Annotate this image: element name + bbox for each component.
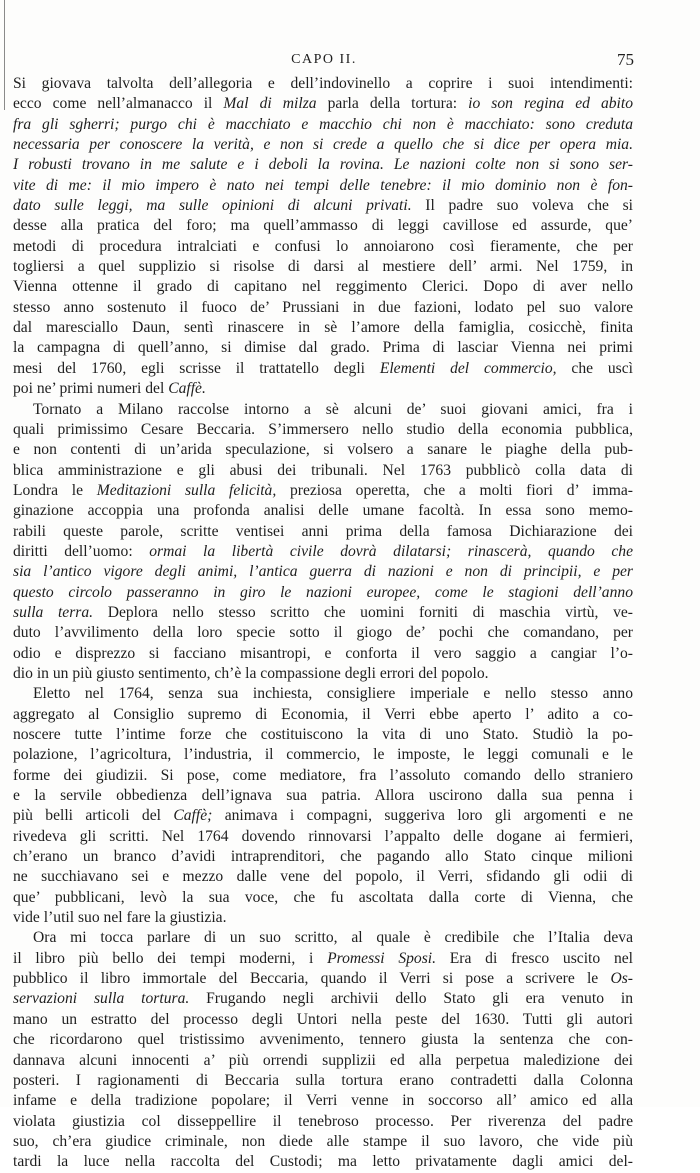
running-header — [14, 52, 634, 72]
text-line — [13, 440, 633, 460]
italic-text: Os- — [610, 970, 633, 988]
text-line — [13, 827, 633, 847]
text-line — [13, 1091, 633, 1111]
text-line — [13, 888, 633, 908]
text-line — [13, 867, 633, 887]
text-run: Frugando negli archivii dello Stato gli era venuto in — [189, 990, 633, 1008]
italic-text: Caffè; — [173, 807, 213, 825]
text-run: ch’erano un branco d’avidi intraprenditori, che pagando allo Stato cinque milioni — [13, 848, 633, 866]
text-run: Si giovava talvolta dell’allegoria e dell’indovinello a coprire i suoi intendimenti: — [13, 75, 633, 92]
text-line — [13, 94, 633, 114]
text-run: rivedeva gli scritti. Nel 1764 dovendo rinnovarsi l’appalto delle dogane ai fermieri, — [13, 827, 633, 845]
text-line — [13, 257, 633, 277]
text-run: che ricordarono quel tristissimo avvenimento, tennero giusta la sentenza che con- — [13, 1031, 633, 1049]
italic-text: Elementi del commercio, — [379, 359, 557, 377]
text-run: dal maresciallo Daun, sentì rinascere in sè l’amore della famiglia, cosicchè, finita — [13, 319, 633, 337]
text-run: dio in un più giusto sentimento, ch’è la compassione degli errori del popolo. — [13, 664, 489, 682]
text-run: tardi la luce nella raccolta del Custodi; ma letto privatamente dagli amici del- — [13, 1153, 633, 1171]
italic-text: Meditazioni sulla felicità, — [96, 481, 277, 499]
italic-text: io son regina ed abito — [468, 95, 634, 113]
body-text — [13, 74, 633, 1173]
text-run: que’ pubblicani, levò la sua voce, che fu ascoltata dalla corte di Vienna, che — [13, 888, 633, 906]
text-line — [13, 1051, 633, 1071]
text-run: preziosa operetta, che a molti fiori d’ imma- — [276, 481, 633, 499]
text-line — [13, 298, 633, 318]
italic-text: Mal di milza — [223, 95, 317, 113]
text-run: noscere tutte l’intime forze che costituiscono la vita di uno Stato. Studiò la po- — [13, 726, 633, 743]
text-run: Deplora nello stesso scritto che uomini forniti di maschia virtù, ve- — [93, 603, 633, 621]
text-run: mesi del 1760, egli scrisse il trattatello degli — [13, 359, 380, 377]
text-run: suo, ch’era giudice criminale, non diede alle stampe il suo lavoro, che vide più — [13, 1132, 633, 1150]
text-line — [13, 623, 633, 643]
text-line — [13, 1030, 633, 1050]
text-run: polazione, l’agricoltura, l’industria, il commercio, le imposte, le leggi comunali e le — [13, 746, 633, 764]
text-run: aggregato al Consiglio supremo di Economia, il Verri ebbe aperto l’ adito a co- — [13, 705, 633, 723]
text-run: pubblico il libro immortale del Beccaria, quando il Verri si pose a scrivere le — [13, 970, 611, 988]
text-line — [13, 522, 633, 542]
chapter-title: CAPO II. — [291, 52, 357, 67]
text-run: Vienna ottenne il grado di capitano nel reggimento Clerici. Dopo di aver nello — [13, 278, 633, 296]
text-line — [13, 989, 633, 1009]
text-line — [13, 603, 633, 623]
text-run: Londra le — [13, 481, 97, 499]
italic-text: necessaria per conoscere la verità, e non si crede a quello che si dice per opera mia. — [13, 136, 633, 154]
text-line — [13, 664, 633, 684]
italic-text: ormai la libertà civile dovrà dilatarsi; rinascerà, quando che — [149, 542, 633, 560]
text-run: parla della tortura: — [316, 95, 469, 113]
text-line — [13, 1112, 633, 1132]
text-line — [13, 359, 633, 379]
text-line — [13, 745, 633, 765]
text-run: Tornato a Milano raccolse intorno a sè alcuni de’ suoi giovani amici, fra i — [33, 400, 633, 418]
text-line — [13, 847, 633, 867]
text-run: posteri. I ragionamenti di Beccaria sulla tortura erano contradetti dalla Colonna — [13, 1071, 633, 1089]
text-line — [13, 338, 633, 358]
text-line — [13, 705, 633, 725]
text-line — [13, 155, 633, 175]
text-line — [13, 1071, 633, 1091]
italic-text: sulla terra. — [13, 603, 94, 621]
text-line — [13, 135, 633, 155]
text-line — [13, 420, 633, 440]
text-run: e la servile obbedienza dell’ignava sua patria. Allora uscirono dalla sua penna i — [13, 787, 633, 805]
text-run: Eletto nel 1764, senza sua inchiesta, consigliere imperiale e nello stesso anno — [33, 685, 633, 703]
text-run: togliersi a quel supplizio si risolse di darsi al mestiere dell’ armi. Nel 1759, in — [13, 258, 633, 276]
text-run: duto l’avvilimento della loro specie sotto il giogo de’ pochi che comandano, per — [13, 624, 633, 642]
italic-text: Caffè. — [168, 380, 206, 398]
text-run: che uscì — [556, 359, 634, 377]
text-run: forme dei giudizii. Si pose, come mediatore, fra l’assoluto comando dello straniero — [13, 766, 633, 784]
text-line — [13, 806, 633, 826]
text-run: stesso anno sostenuto il fuoco de’ Prussiani in due fazioni, lodato pel suo valore — [13, 298, 633, 316]
page-edge-line — [4, 0, 5, 110]
text-run: e non contenti di un’arida speculazione, si volsero a sanare le piaghe della pub- — [13, 441, 633, 459]
text-run: odio e disprezzo si facciano misantropi, e conforta il vero saggio a cangiar l’o- — [13, 644, 633, 662]
text-line — [13, 644, 633, 664]
text-line — [13, 277, 633, 297]
text-run: ginazione accoppia una profonda analisi delle umane facoltà. In essa sono memo- — [13, 502, 633, 520]
text-line — [13, 949, 633, 969]
text-line — [13, 725, 633, 745]
text-line — [13, 583, 633, 603]
text-line — [13, 115, 633, 135]
text-run: Il padre suo voleva che si — [411, 197, 633, 215]
text-line — [13, 461, 633, 481]
italic-text: sia l’antico vigore degli animi, l’antica guerra di nazioni e non di principii, e per — [13, 563, 633, 581]
text-line — [13, 74, 633, 94]
italic-text: vite di me: il mio impero è nato nei tempi delle tenebre: il mio dominio non è fon- — [13, 176, 633, 194]
text-run: vide l’util suo nel fare la giustizia. — [13, 909, 227, 927]
text-run: più belli articoli del — [13, 807, 174, 825]
italic-text: questo circolo passeranno in giro le nazioni europee, come le stagioni dell’anno — [13, 583, 633, 601]
text-run: il libro più bello dei tempi moderni, i — [13, 949, 328, 967]
text-run: ecco come nell’almanacco il — [13, 95, 224, 113]
text-line — [13, 684, 633, 704]
text-run: dannava alcuni innocenti a’ più orrendi supplizii ed alla perpetua maledizione dei — [13, 1051, 633, 1069]
text-line — [13, 969, 633, 989]
text-line — [13, 237, 633, 257]
text-line — [13, 1132, 633, 1152]
italic-text: servazioni sulla tortura. — [13, 990, 190, 1008]
text-line — [13, 542, 633, 562]
italic-text: fra gli sgherri; purgo chi è macchiato e macchio chi non è macchiato: sono creduta — [13, 115, 633, 133]
text-run: violata giustizia col disseppellire il tenebroso processo. Per riverenza del padre — [13, 1112, 633, 1130]
page-number: 75 — [617, 50, 634, 69]
text-run: poi ne’ primi numeri del — [13, 380, 169, 398]
text-line — [13, 176, 633, 196]
text-line — [13, 1152, 633, 1172]
text-line — [13, 501, 633, 521]
text-line — [13, 400, 633, 420]
text-line — [13, 1010, 633, 1030]
text-run: quali primissimo Cesare Beccaria. S’immersero nello studio della economia pubblica, — [13, 420, 633, 438]
text-run: Era di fresco uscito nel — [436, 949, 633, 967]
text-line — [13, 216, 633, 236]
text-line — [13, 196, 633, 216]
text-run: Ora mi tocca parlare di un suo scritto, al quale è credibile che l’Italia deva — [33, 929, 633, 947]
text-run: infame e della tradizione popolare; il Verri venne in soccorso all’ amico ed alla — [13, 1092, 633, 1110]
text-line — [13, 481, 633, 501]
text-run: la campagna di quell’anno, si dimise dal grado. Prima di lasciar Vienna nei primi — [13, 339, 633, 357]
text-line — [13, 908, 633, 928]
text-run: desse alla pratica del foro; ma quell’ammasso di leggi cavillose ed assurde, que’ — [13, 217, 633, 235]
text-run: blica amministrazione e gli abusi dei tribunali. Nel 1763 pubblicò colla data di — [13, 461, 633, 479]
italic-text: Promessi Sposi. — [327, 949, 437, 967]
text-line — [13, 318, 633, 338]
text-run: metodi di procedura intralciati e confusi lo annoiarono così fieramente, che per — [13, 237, 633, 255]
italic-text: dato sulle leggi, ma sulle opinioni di alcuni privati. — [13, 197, 412, 215]
text-line — [13, 766, 633, 786]
text-run: mano un estratto del processo degli Untori nella peste del 1630. Tutti gli autori — [13, 1010, 633, 1028]
text-line — [13, 379, 633, 399]
text-run: diritti dell’uomo: — [13, 542, 150, 560]
text-run: animava i compagni, suggeriva loro gli argomenti e ne — [212, 807, 633, 825]
text-run: rabili queste parole, scritte ventisei anni prima della famosa Dichiarazione dei — [13, 522, 633, 540]
text-line — [13, 928, 633, 948]
text-run: ne succhiavano sei e mezzo dalle vene del popolo, il Verri, sfidando gli odii di — [13, 868, 633, 886]
italic-text: I robusti trovano in me salute e i deboli la rovina. Le nazioni colte non si sono ser- — [13, 156, 633, 174]
text-line — [13, 786, 633, 806]
text-line — [13, 562, 633, 582]
